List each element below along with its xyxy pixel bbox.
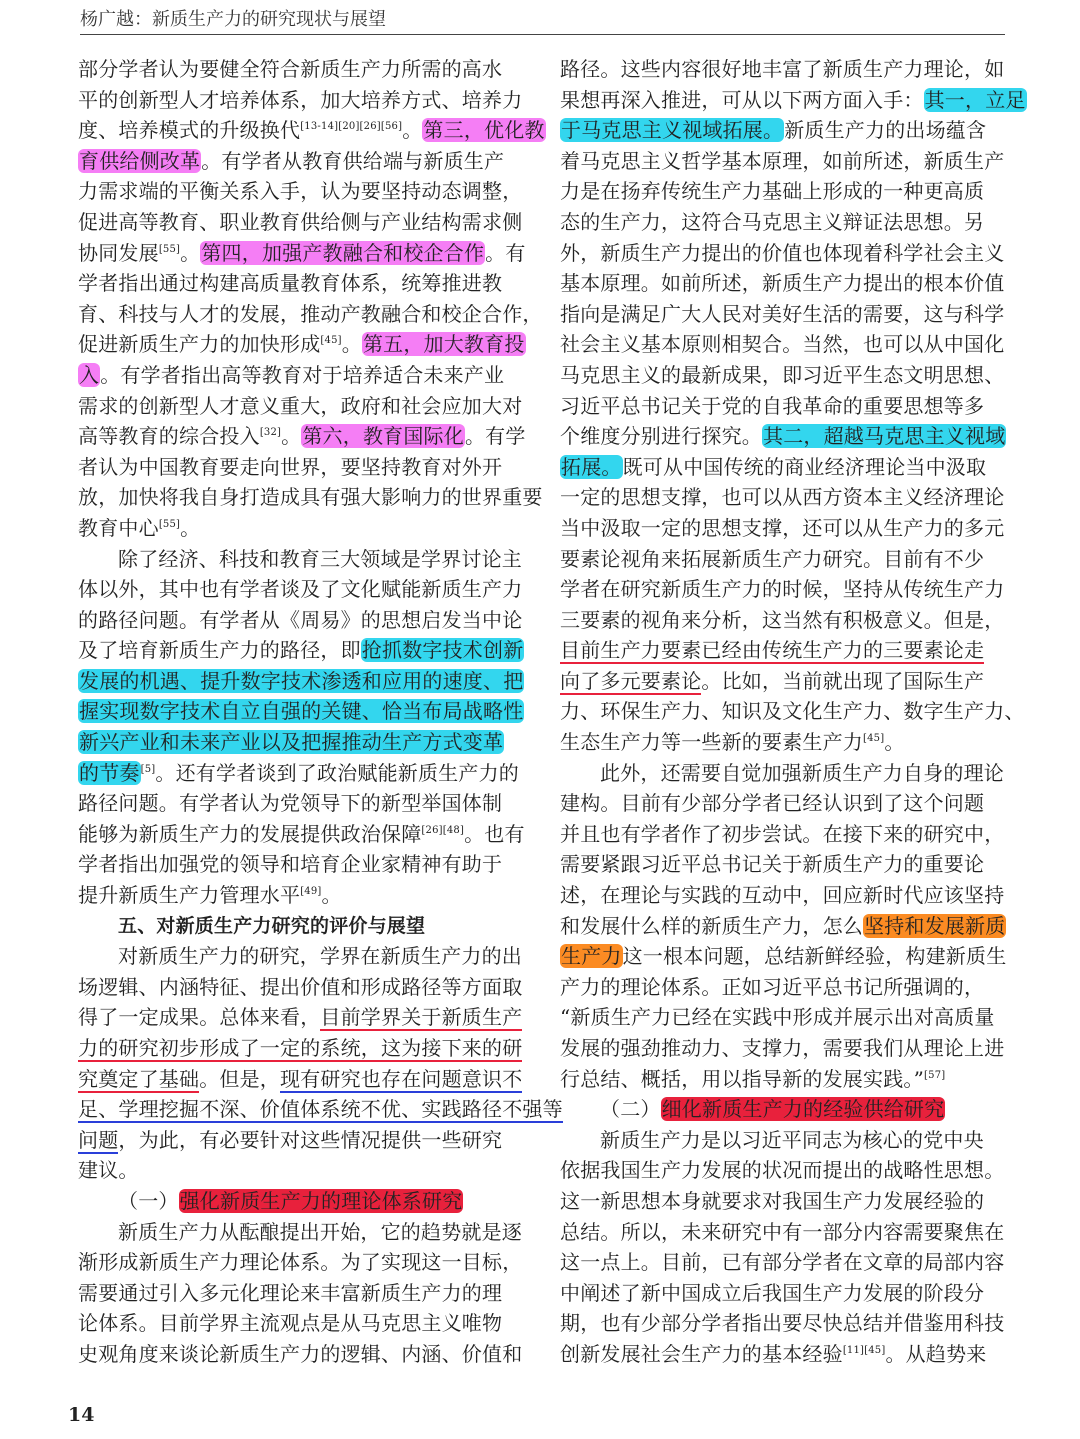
text-line: 期，也有少部分学者指出要尽快总结并借鉴用科技 xyxy=(560,1311,1005,1336)
text-line: 场逻辑、内涵特征、提出价值和形成路径等方面取 xyxy=(78,974,523,999)
text-span: 新质生产力的出场蕴含 xyxy=(784,118,987,143)
text-line xyxy=(78,146,523,177)
citation: [26][48] xyxy=(421,824,465,836)
text-line xyxy=(78,819,523,850)
citation: [45] xyxy=(863,733,885,745)
text-span: 。但是， xyxy=(199,1066,281,1091)
text-line xyxy=(78,1125,523,1156)
underline-red: 向了多元要素论 xyxy=(560,668,702,693)
left-column xyxy=(78,54,563,1370)
text-line: 渐形成新质生产力理论体系。为了实现这一目标， xyxy=(78,1250,523,1275)
text-line: 新质生产力是以习近平同志为核心的党中央 xyxy=(600,1127,984,1152)
citation: [45] xyxy=(320,335,342,347)
citation: [55] xyxy=(158,518,181,530)
text-line: 力是在扬弃传统生产力基础上形成的一种更高质 xyxy=(560,179,985,204)
text-line: 中阐述了新中国成立后我国生产力发展的阶段分 xyxy=(560,1280,985,1305)
text-span: 行总结、概括，用以指导新的发展实践。” xyxy=(560,1066,925,1091)
text-line: 总结。所以，未来研究中有一部分内容需要聚焦在 xyxy=(560,1219,1005,1244)
text-span: 。有学者从教育供给端与新质生产 xyxy=(201,148,505,173)
highlight-cyan: 抢抓数字技术创新 xyxy=(361,638,524,663)
text-line: 建议。 xyxy=(78,1158,139,1183)
text-span: 。还有学者谈到了政治赋能新质生产力的 xyxy=(155,760,519,785)
highlight-cyan: 其二，超越马克思主义视域 xyxy=(763,424,1006,449)
text-line xyxy=(78,421,526,452)
text-line xyxy=(78,696,523,727)
text-line: 路径问题。有学者认为党领导下的新型举国体制 xyxy=(78,791,503,816)
text-line: 一定的思想支撑，也可以从西方资本主义经济理论 xyxy=(560,485,1005,510)
text-line xyxy=(560,421,1007,452)
text-line: 此外，还需要自觉加强新质生产力自身的理论 xyxy=(600,760,1004,785)
underline-red: 力的研究初步形成了一定的系统，这为接下来的研 xyxy=(78,1036,523,1060)
highlight-cyan: 其一，立足 xyxy=(924,87,1026,112)
text-line: 马克思主义的最新成果，即习近平生态文明思想、 xyxy=(560,362,1005,387)
text-line: 者认为中国教育要走向世界，要坚持教育对外开 xyxy=(78,454,503,479)
highlight-magenta: 第五，加大教育投 xyxy=(362,332,525,357)
text-span: ，为此，有必要针对这些情况提供一些研究 xyxy=(118,1127,503,1152)
text-span: 高等教育的综合投入 xyxy=(78,424,260,449)
text-line: 新质生产力从酝酿提出开始，它的趋势就是逐 xyxy=(118,1219,522,1244)
text-span: 。 xyxy=(180,515,201,540)
text-span: 。有学者指出高等教育对于培养适合未来产业 xyxy=(100,362,505,387)
highlight-red: 细化新质生产力的经验供给研究 xyxy=(661,1097,945,1122)
text-line: 这一新思想本身就要求对我国生产力发展经验的 xyxy=(560,1188,985,1213)
text-line: 指向是满足广大人民对美好生活的需要，这与科学 xyxy=(560,301,1005,326)
text-line: 依据我国生产力发展的状况而提出的战略性思想。 xyxy=(560,1158,1005,1183)
citation: [5] xyxy=(140,763,156,775)
text-span: 提升新质生产力管理水平 xyxy=(78,883,301,908)
highlight-magenta: 育供给侧改革 xyxy=(79,148,201,173)
citation: [32] xyxy=(259,427,282,439)
text-line: 需要通过引入多元化理论来丰富新质生产力的理 xyxy=(78,1280,503,1305)
highlight-cyan: 拓展。 xyxy=(561,454,622,479)
text-line: 学者指出通过构建高质量教育体系，统筹推进教 xyxy=(78,271,503,296)
text-line: 当中汲取一定的思想支撑，还可以从生产力的多元 xyxy=(560,515,1005,540)
highlight-magenta: 第四，加强产教融合和校企合作 xyxy=(201,240,485,265)
text-line: 的路径问题。有学者从《周易》的思想启发当中论 xyxy=(78,607,523,632)
text-line: 着马克思主义哲学基本原理，如前所述，新质生产 xyxy=(560,148,1005,173)
text-line xyxy=(560,452,1007,483)
underline-blue: 问题 xyxy=(78,1127,119,1152)
text-span: 。比如，当前就出现了国际生产 xyxy=(701,668,985,693)
text-line xyxy=(78,329,523,360)
text-line: 部分学者认为要健全符合新质生产力所需的高水 xyxy=(78,57,503,81)
text-line xyxy=(78,758,523,789)
text-line xyxy=(78,635,523,666)
text-span: 。有 xyxy=(485,240,526,265)
text-line: 力需求端的平衡关系入手，认为要坚持动态调整， xyxy=(78,179,523,204)
highlight-cyan: 握实现数字技术自立自强的关键、恰当布局战略性 xyxy=(79,699,524,724)
highlight-magenta: 第六，教育国际化 xyxy=(302,424,464,449)
text-span: 创新发展社会生产力的基本经验 xyxy=(560,1341,843,1366)
text-span: 和发展什么样的新质生产力，怎么 xyxy=(560,913,863,938)
text-line xyxy=(560,941,1007,972)
underline-blue: 现有研究也存在问题意识不 xyxy=(280,1066,523,1091)
text-line: 放，加快将我自身打造成具有强大影响力的世界重要 xyxy=(78,485,543,510)
text-line: 体以外，其中也有学者谈及了文化赋能新质生产力 xyxy=(78,577,523,602)
text-span: 教育中心 xyxy=(78,515,159,540)
text-line xyxy=(78,1094,563,1125)
text-line xyxy=(560,727,1007,758)
text-line: 需要紧跟习近平总书记关于新质生产力的重要论 xyxy=(560,852,985,877)
citation: [49] xyxy=(300,886,322,898)
highlight-orange: 坚持和发展新质 xyxy=(864,913,1006,938)
highlight-magenta: 第三，优化教 xyxy=(423,118,545,143)
text-span: 个维度分别进行探究。 xyxy=(560,424,762,449)
text-line xyxy=(560,666,1007,697)
text-line: 三要素的视角来分析，这当然有积极意义。但是， xyxy=(560,607,1005,632)
highlight-orange: 生产力 xyxy=(561,944,622,969)
text-line xyxy=(78,666,523,697)
text-span: 得了一定成果。总体来看， xyxy=(78,1005,321,1030)
text-line xyxy=(78,513,523,544)
text-line: 除了经济、科技和教育三大领域是学界讨论主 xyxy=(118,546,522,571)
text-span: 。从趋势来 xyxy=(885,1341,987,1366)
text-span: 度、培养模式的升级换代 xyxy=(78,118,301,143)
text-span: 果想再深入推进，可从以下两方面入手： xyxy=(560,87,924,112)
text-line: 外，新质生产力提出的价值也体现着科学社会主义 xyxy=(560,240,1005,265)
text-line xyxy=(78,1033,523,1064)
text-line: 习近平总书记关于党的自我革命的重要思想等多 xyxy=(560,393,985,418)
underline-red: 究奠定了基础 xyxy=(78,1066,200,1091)
text-line xyxy=(560,115,1007,146)
text-line: 社会主义基本原则相契合。当然，也可以从中国化 xyxy=(560,332,1005,357)
section-heading: 五、对新质生产力研究的评价与展望 xyxy=(118,914,426,937)
citation: [57] xyxy=(924,1069,946,1081)
highlight-cyan: 新兴产业和未来产业以及把握推动生产方式变革 xyxy=(79,730,504,755)
highlight-cyan: 于马克思主义视域拓展。 xyxy=(561,118,784,143)
text-line: 育、科技与人才的发展，推动产教融合和校企合作， xyxy=(78,301,543,326)
text-span: 能够为新质生产力的发展提供政治保障 xyxy=(78,821,422,846)
underline-red: 目前学界关于新质生产 xyxy=(320,1005,523,1030)
text-line: 述，在理论与实践的互动中，回应新时代应该坚持 xyxy=(560,883,1005,908)
text-line: 路径。这些内容很好地丰富了新质生产力理论，如 xyxy=(560,57,1005,81)
text-line: 需求的创新型人才意义重大，政府和社会应加大对 xyxy=(78,393,523,418)
text-line: 力、环保生产力、知识及文化生产力、数字生产力、 xyxy=(560,699,1025,724)
text-line: 学者在研究新质生产力的时候，坚持从传统生产力 xyxy=(560,577,1005,602)
text-span: 生态生产力等一些新的要素生产力 xyxy=(560,730,863,755)
text-line: 促进高等教育、职业教育供给侧与产业结构需求侧 xyxy=(78,209,523,234)
text-span: 。也有 xyxy=(464,821,525,846)
text-line xyxy=(78,1064,523,1095)
highlight-magenta: 入 xyxy=(79,362,100,387)
text-span: 。 xyxy=(341,332,362,357)
text-span: 促进新质生产力的加快形成 xyxy=(78,332,321,357)
underline-blue: 足、学理挖掘不深、价值体系统不优、实践路径不强等 xyxy=(78,1097,563,1122)
text-line xyxy=(560,635,1007,666)
text-line xyxy=(560,911,1007,942)
text-line: 史观角度来谈论新质生产力的逻辑、内涵、价值和 xyxy=(78,1341,523,1366)
text-line: 学者指出加强党的领导和培育企业家精神有助于 xyxy=(78,852,503,877)
text-line: 发展的强劲推动力、支撑力，需要我们从理论上进 xyxy=(560,1036,1005,1060)
text-line xyxy=(78,238,526,269)
citation: [13-14][20][26][56] xyxy=(300,121,403,133)
text-span: 及了培育新质生产力的路径，即 xyxy=(78,638,361,663)
text-span: 这一根本问题，总结新鲜经验，构建新质生 xyxy=(622,944,1007,969)
citation: [55] xyxy=(158,243,181,255)
running-header: 杨广越：新质生产力的研究现状与展望 xyxy=(80,6,1005,35)
text-span: （一） xyxy=(118,1188,179,1213)
highlight-red: 强化新质生产力的理论体系研究 xyxy=(179,1188,463,1213)
text-span: 。 xyxy=(402,118,423,143)
text-span: （二） xyxy=(600,1097,661,1122)
text-span: 协同发展 xyxy=(78,240,159,265)
text-line: 对新质生产力的研究，学界在新质生产力的出 xyxy=(118,944,522,969)
text-line: 态的生产力，这符合马克思主义辩证法思想。另 xyxy=(560,209,985,234)
text-line: 建构。目前有少部分学者已经认识到了这个问题 xyxy=(560,791,985,816)
text-line: 并且也有学者作了初步尝试。在接下来的研究中， xyxy=(560,821,1005,846)
text-span: 既可从中国传统的商业经济理论当中汲取 xyxy=(622,454,987,479)
text-line: “新质生产力已经在实践中形成并展示出对高质量 xyxy=(560,1005,995,1030)
citation: [11][45] xyxy=(842,1344,886,1356)
text-line xyxy=(78,360,523,391)
text-line xyxy=(560,85,1026,116)
underline-red: 目前生产力要素已经由传统生产力的三要素论走 xyxy=(560,638,985,663)
highlight-cyan: 的节奏 xyxy=(79,760,140,785)
text-line xyxy=(78,1002,523,1033)
text-line xyxy=(560,1064,1007,1095)
text-line: 这一点上。目前，已有部分学者在文章的局部内容 xyxy=(560,1250,1005,1275)
text-line: 平的创新型人才培养体系，加大培养方式、培养力 xyxy=(78,87,523,112)
text-line: 基本原理。如前所述，新质生产力提出的根本价值 xyxy=(560,271,1005,296)
right-column xyxy=(560,54,1026,1370)
text-line xyxy=(78,880,523,911)
text-span: 。 xyxy=(884,730,905,755)
text-line xyxy=(560,1339,1007,1370)
text-line xyxy=(78,115,545,146)
text-span: 。 xyxy=(321,883,342,908)
subsection-heading xyxy=(78,1186,523,1217)
text-line xyxy=(78,727,523,758)
subsection-heading xyxy=(560,1094,1007,1125)
text-span: 。 xyxy=(180,240,201,265)
text-span: 。 xyxy=(281,424,302,449)
text-span: 。有学 xyxy=(464,424,526,449)
highlight-cyan: 发展的机遇、提升数字技术渗透和应用的速度、把 xyxy=(79,668,524,693)
text-line: 产力的理论体系。正如习近平总书记所强调的， xyxy=(560,974,985,999)
page-number: 14 xyxy=(68,1404,95,1426)
text-line: 要素论视角来拓展新质生产力研究。目前有不少 xyxy=(560,546,985,571)
text-line: 论体系。目前学界主流观点是从马克思主义唯物 xyxy=(78,1311,503,1336)
